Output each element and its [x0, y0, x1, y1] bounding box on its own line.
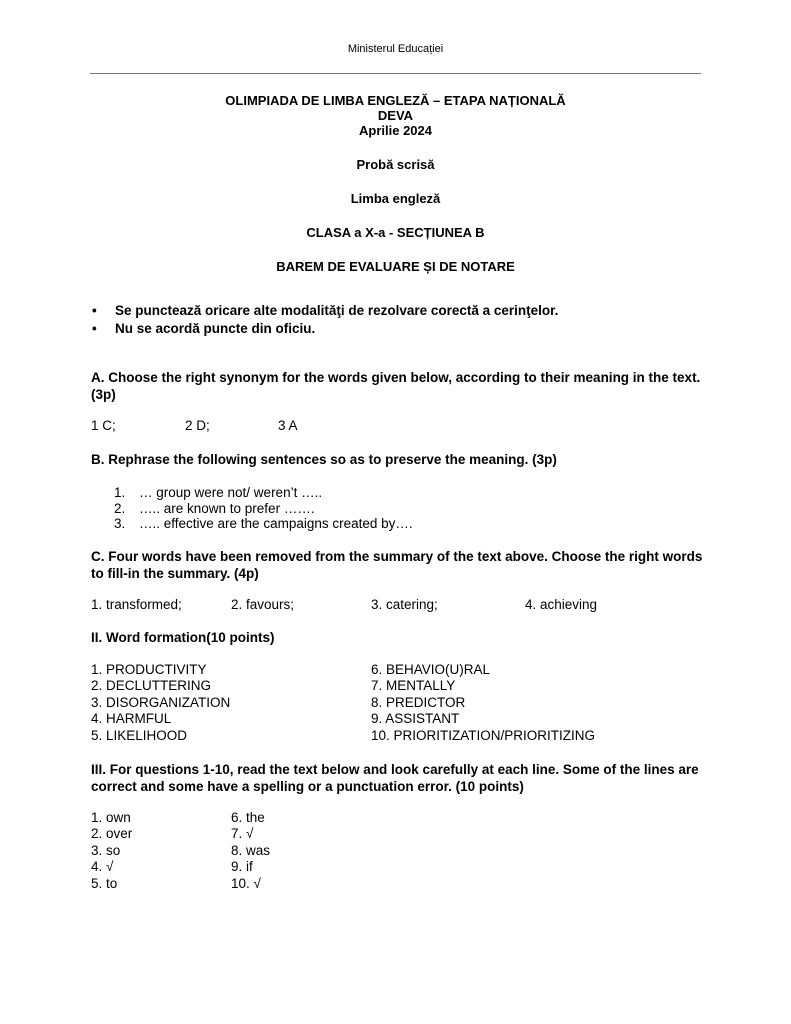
answer-item: 1. PRODUCTIVITY	[91, 662, 207, 677]
answer-column-left	[91, 662, 230, 744]
answer-column-right	[231, 810, 270, 892]
section-iii-heading: III. For questions 1-10, read the text below and look carefully at each line. Some of the lines are correct and some have a spelling or a punctuation error. (10 points)	[91, 762, 699, 794]
location-title: DEVA	[377, 108, 414, 123]
list-item: 1. … group were not/ weren’t …..	[114, 485, 323, 500]
answer-item: 5. LIKELIHOOD	[91, 727, 188, 743]
answer-item: 3. so	[91, 842, 121, 858]
answer-item: 7. √	[231, 826, 254, 842]
answer-item: 6. BEHAVIO(U)RAL	[371, 662, 491, 677]
answer-item: 2. DECLUTTERING	[91, 678, 212, 694]
answer-item: 10. √	[231, 875, 261, 891]
answer-item: 8. was	[231, 842, 271, 858]
subject-title: Limba engleză	[350, 191, 441, 206]
header-divider	[90, 73, 701, 74]
list-item: 2. ….. are known to prefer …….	[114, 500, 315, 516]
section-a-heading: A. Choose the right synonym for the words given below, according to their meaning in the text. (3p)	[91, 370, 701, 402]
answer-item: 3. DISORGANIZATION	[91, 694, 231, 710]
answer-item: 9. if	[231, 859, 253, 875]
date-title: Aprilie 2024	[359, 123, 432, 138]
exam-type-title: Probă scrisă	[356, 157, 435, 172]
document-titles	[90, 93, 701, 274]
section-b-heading: B. Rephrase the following sentences so as to preserve the meaning. (3p)	[91, 452, 557, 467]
olympiad-title: OLIMPIADA DE LIMBA ENGLEZĂ – ETAPA NAȚIONALĂ	[225, 93, 566, 108]
answer-item: 2. favours;	[231, 597, 295, 612]
class-section-title: CLASA a X-a - SECȚIUNEA B	[306, 225, 485, 240]
page-header: Ministerul Educației	[347, 43, 444, 55]
answer-item: 8. PREDICTOR	[371, 694, 466, 710]
answer-item: 7. MENTALLY	[371, 678, 456, 694]
answer-column-right	[371, 662, 595, 744]
grading-scheme-title: BAREM DE EVALUARE ȘI DE NOTARE	[276, 259, 515, 274]
section-ii-heading: II. Word formation(10 points)	[91, 630, 275, 645]
list-item: 3. ….. effective are the campaigns created by….	[114, 516, 413, 531]
answer-item: 6. the	[231, 810, 265, 825]
answer-item: 9. ASSISTANT	[371, 711, 460, 727]
answer-column-left	[91, 810, 132, 892]
answer-item: 4. achieving	[525, 597, 598, 612]
answer-item: 1. transformed;	[91, 597, 182, 612]
answer-item: 4. √	[91, 859, 114, 875]
grading-notes	[90, 302, 558, 338]
answer-item: 10. PRIORITIZATION/PRIORITIZING	[371, 727, 596, 743]
answer-item: 1. own	[91, 810, 131, 825]
answer-item: 4. HARMFUL	[91, 711, 172, 727]
answer-item: 3. catering;	[371, 597, 438, 612]
answer-item: 5. to	[91, 875, 118, 891]
answer-item: 2 D;	[185, 418, 210, 433]
answer-item: 1 C;	[91, 418, 116, 433]
grading-note: • Se punctează oricare alte modalităţi de rezolvare corectă a cerinţelor.	[90, 302, 558, 320]
answer-item: 3 A	[278, 418, 298, 433]
answer-item: 2. over	[91, 826, 133, 842]
section-c-heading: C. Four words have been removed from the summary of the text above. Choose the right words to fill-in the summary. (4p)	[91, 549, 703, 581]
section-b-list	[114, 485, 413, 532]
grading-note: • Nu se acordă puncte din oficiu.	[90, 320, 558, 338]
